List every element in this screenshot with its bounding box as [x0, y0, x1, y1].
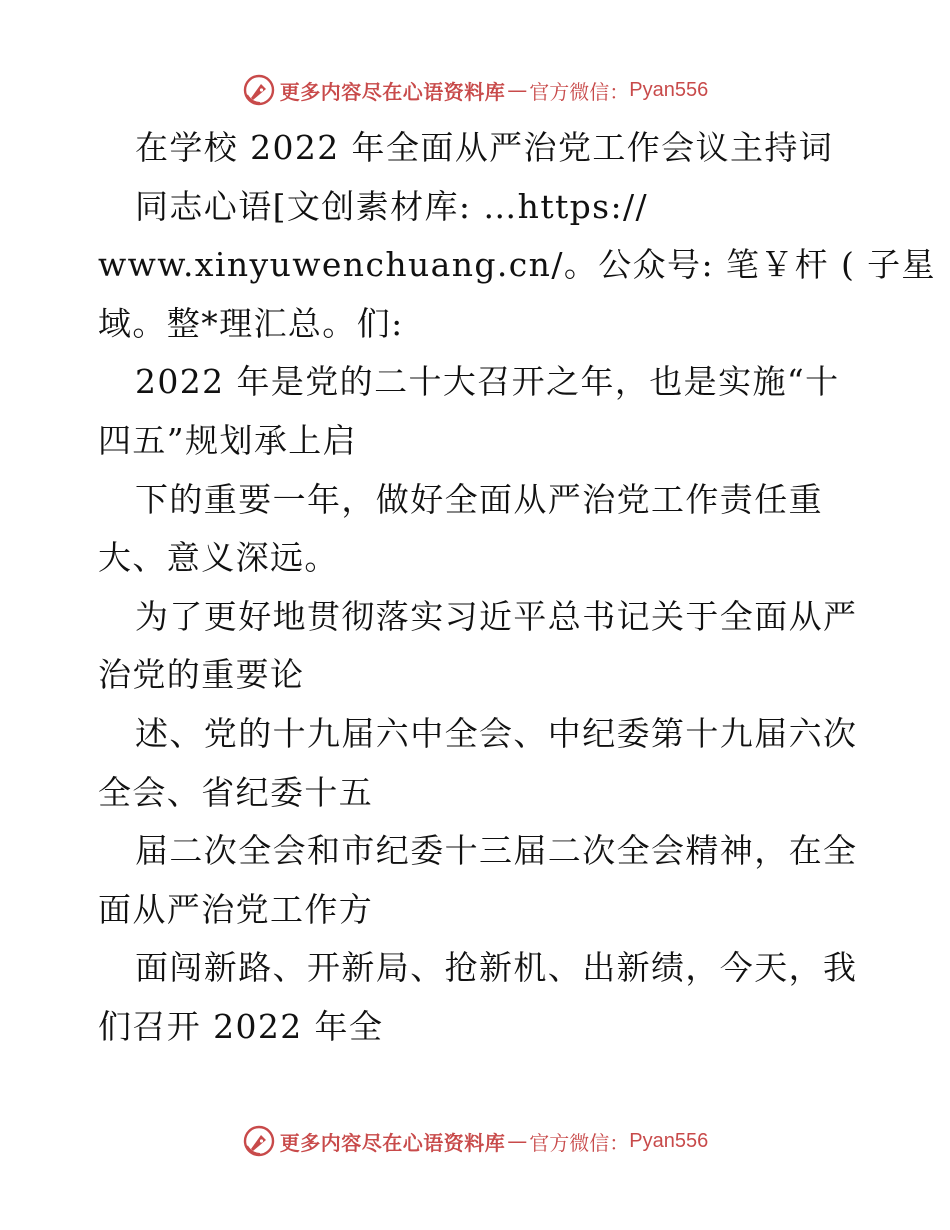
document-line: 述、党的十九届六中全会、中纪委第十九届六次	[135, 713, 858, 753]
document-line: 治党的重要论	[98, 655, 305, 695]
document-body	[98, 119, 936, 1057]
footer-watermark	[0, 1121, 950, 1161]
watermark-wechat-id: Pyan556	[629, 1129, 709, 1152]
document-line: 2022 年是党的二十大召开之年，也是实施“十	[135, 362, 840, 402]
watermark-wechat-label: 官方微信：	[529, 1130, 630, 1155]
document-line: www.xinyuwenchuang.cn/。公众号: 笔￥杆 ( 子星	[98, 245, 936, 285]
document-line: 为了更好地贯彻落实习近平总书记关于全面从严	[135, 596, 858, 636]
document-line: 大、意义深远。	[98, 538, 339, 578]
document-line: 们召开 2022 年全	[98, 1006, 384, 1046]
document-line: 全会、省纪委十五	[98, 772, 374, 812]
watermark-dash: —	[507, 1129, 528, 1153]
watermark-wechat-id: Pyan556	[629, 78, 709, 101]
document-line: 届二次全会和市纪委十三届二次全会精神，在全	[135, 831, 858, 871]
document-line: 四五”规划承上启	[98, 420, 358, 460]
watermark-title: 更多内容尽在心语资料库	[279, 1130, 506, 1155]
pen-nib-logo-icon	[242, 73, 276, 107]
watermark-title: 更多内容尽在心语资料库	[279, 79, 506, 104]
document-line: 面从严治党工作方	[98, 889, 374, 929]
document-line: 同志心语[文创素材库: …https://	[135, 186, 649, 226]
document-title: 在学校 2022 年全面从严治党工作会议主持词	[135, 128, 834, 167]
watermark-dash: —	[507, 78, 528, 102]
watermark-wechat-label: 官方微信：	[529, 79, 630, 104]
header-watermark	[0, 70, 950, 110]
document-line: 下的重要一年，做好全面从严治党工作责任重	[135, 479, 823, 519]
pen-nib-logo-icon	[242, 1124, 276, 1158]
document-line: 域。整*理汇总。们:	[98, 303, 404, 343]
document-line: 面闯新路、开新局、抢新机、出新绩，今天，我	[135, 948, 858, 988]
